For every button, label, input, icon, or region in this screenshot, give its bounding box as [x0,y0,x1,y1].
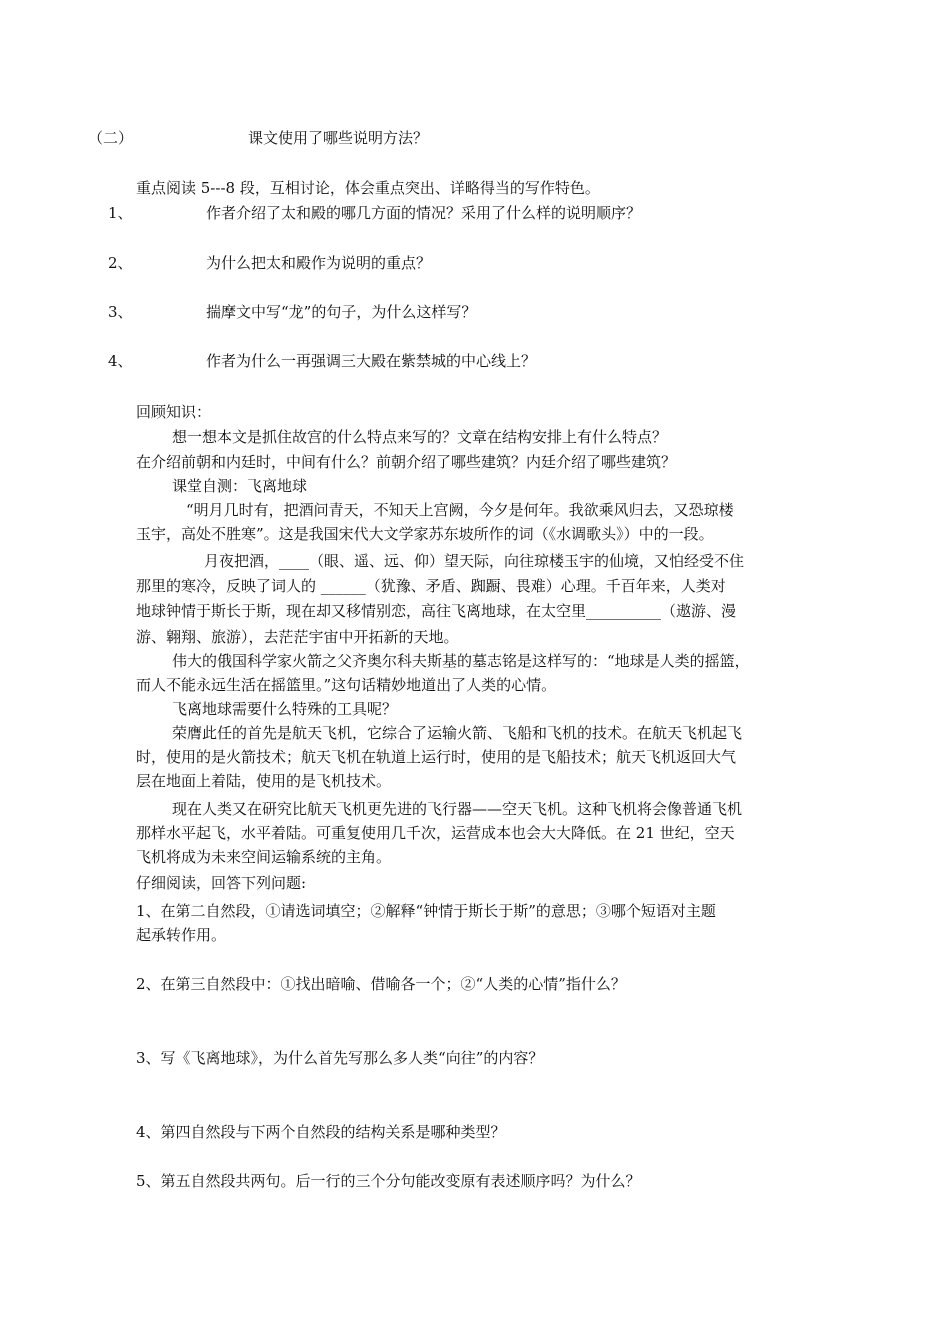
paragraph-line: 飞离地球需要什么特殊的工具呢？ [172,700,398,718]
intro-text: 重点阅读 5---8 段，互相讨论，体会重点突出、详略得当的写作特色。 [136,179,600,197]
paragraph-line: 而人不能永远生活在摇篮里。”这句话精妙地道出了人类的心情。 [136,676,557,694]
paragraph-line: 月夜把酒，____（眼、遥、远、仰）望天际，向往琼楼玉宇的仙境，又怕经受不住 [204,552,745,570]
reading-question: 1、在第二自然段，①请选词填空；②解释“钟情于斯长于斯”的意思；③哪个短语对主题 [136,902,716,920]
review-heading: 回顾知识： [136,403,212,421]
question-number: 4、 [108,352,133,370]
paragraph-line: 时，使用的是火箭技术；航天飞机在轨道上运行时，使用的是飞船技术；航天飞机返回大气 [136,748,737,766]
paragraph-line: 荣膺此任的首先是航天飞机，它综合了运输火箭、飞船和飞机的技术。在航天飞机起飞 [172,724,743,742]
reading-question: 5、第五自然段共两句。后一行的三个分句能改变原有表述顺序吗？为什么？ [136,1172,641,1190]
review-line: 想一想本文是抓住故宫的什么特点来写的？文章在结构安排上有什么特点？ [172,428,668,446]
paragraph-line: 那里的寒冷，反映了词人的 ______（犹豫、矛盾、踟蹰、畏难）心理。千百年来，人类对 [136,577,726,595]
reading-heading: 仔细阅读，回答下列问题: [136,874,307,892]
section-title: 课文使用了哪些说明方法？ [248,129,429,147]
review-line: 在介绍前朝和内廷时，中间有什么？前朝介绍了哪些建筑？内廷介绍了哪些建筑？ [136,453,677,471]
question-number: 1、 [108,204,133,222]
paragraph-line: 现在人类又在研究比航天飞机更先进的飞行器——空天飞机。这种飞机将会像普通飞机 [172,800,743,818]
section-label: （二） [88,129,134,147]
paragraph-line: 伟大的俄国科学家火箭之父齐奥尔科夫斯基的墓志铭是这样写的：“地球是人类的摇篮， [172,652,750,670]
reading-question: 3、写《飞离地球》，为什么首先写那么多人类“向往”的内容？ [136,1049,544,1067]
reading-question: 起承转作用。 [136,926,227,944]
reading-question: 4、第四自然段与下两个自然段的结构关系是哪种类型？ [136,1123,506,1141]
paragraph-line: 那样水平起飞，水平着陆。可重复使用几千次，运营成本也会大大降低。在 21 世纪，空天 [136,824,735,842]
question-text: 揣摩文中写“龙”的句子，为什么这样写？ [206,303,477,321]
paragraph-line: 地球钟情于斯长于斯，现在却又移情别恋，高往飞离地球，在太空里__________（遨游、漫 [136,602,737,620]
paragraph-line: 飞机将成为未来空间运输系统的主角。 [136,848,392,866]
question-text: 作者介绍了太和殿的哪几方面的情况？采用了什么样的说明顺序？ [206,204,642,222]
question-number: 3、 [108,303,133,321]
question-text: 为什么把太和殿作为说明的重点？ [206,254,432,272]
paragraph-line: “明月几时有，把酒问青天，不知天上宫阙，今夕是何年。我欲乘风归去，又恐琼楼 [186,501,734,519]
question-text: 作者为什么一再强调三大殿在紫禁城的中心线上？ [206,352,537,370]
paragraph-line: 层在地面上着陆，使用的是飞机技术。 [136,772,392,790]
paragraph-line: 玉宇，高处不胜寒”。这是我国宋代大文学家苏东坡所作的词（《水调歌头》）中的一段。 [136,525,714,543]
paragraph-line: 游、翱翔、旅游），去茫茫宇宙中开拓新的天地。 [136,628,459,646]
test-heading: 课堂自测：飞离地球 [172,477,308,495]
question-number: 2、 [108,254,133,272]
reading-question: 2、在第三自然段中：①找出暗喻、借喻各一个；②“人类的心情”指什么？ [136,975,626,993]
